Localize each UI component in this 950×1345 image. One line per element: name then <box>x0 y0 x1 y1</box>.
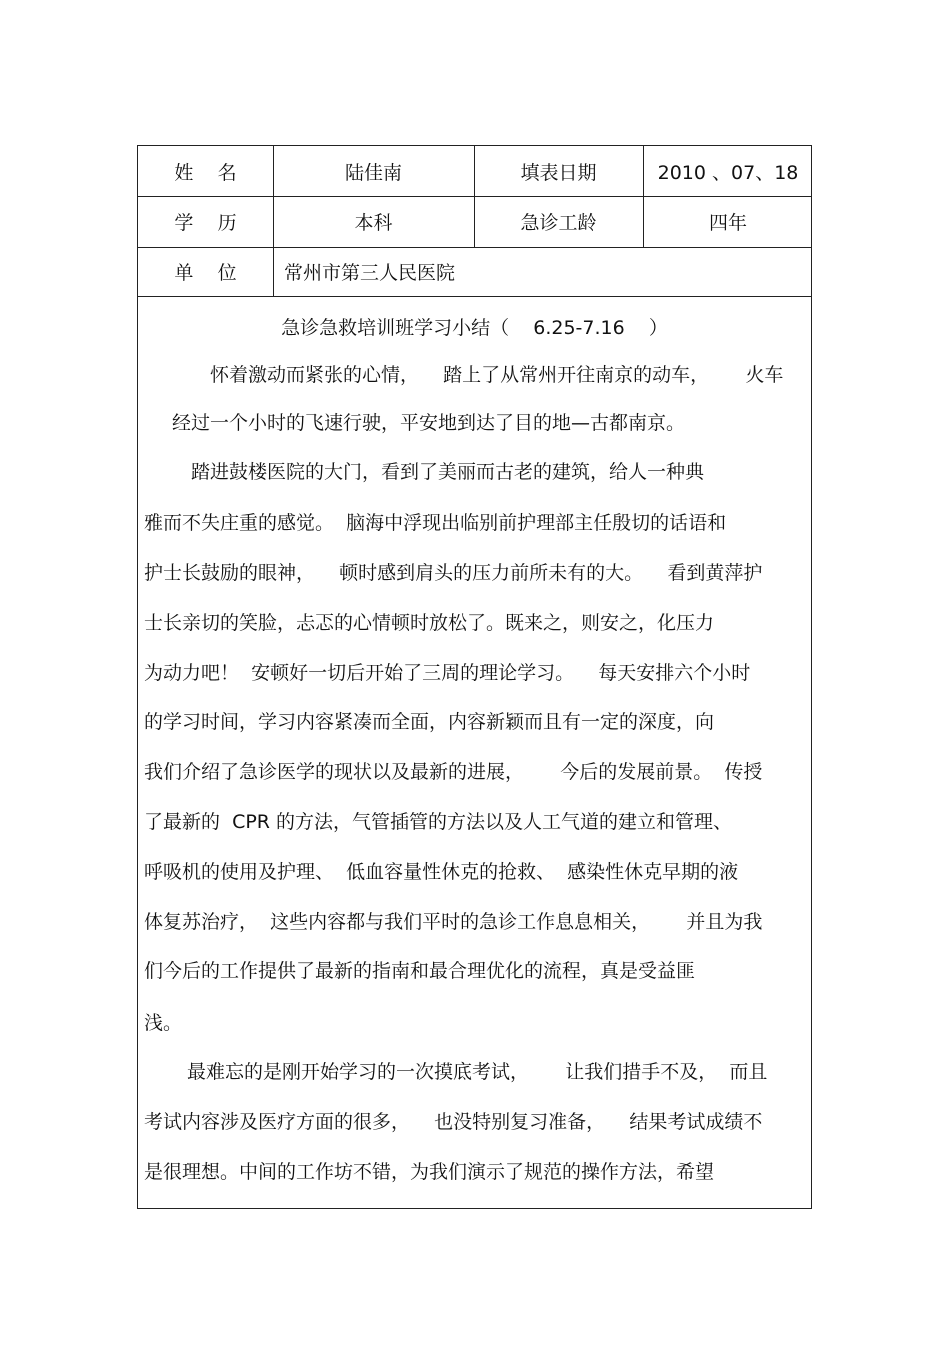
summary-title: 急诊急救培训班学习小结（ 6.25-7.16 ） <box>281 317 668 339</box>
education-label: 学 历 <box>174 212 237 234</box>
summary-line: 踏进鼓楼医院的大门，看到了美丽而古老的建筑，给人一种典 <box>191 461 705 483</box>
summary-line: 士长亲切的笑脸，忐忑的心情顿时放松了。既来之，则安之，化压力 <box>144 612 715 634</box>
name-value: 陆佳南 <box>344 161 402 184</box>
summary-line: 我们介绍了急诊医学的现状以及最新的进展， 今后的发展前景。 传授 <box>144 761 763 783</box>
summary-form <box>137 145 812 1209</box>
summary-line: 们今后的工作提供了最新的指南和最合理优化的流程，真是受益匪 <box>144 960 696 982</box>
fill-date-label: 填表日期 <box>520 161 597 184</box>
unit-value: 常州市第三人民医院 <box>284 262 456 284</box>
fill-date-value: 2010 、07、18 <box>657 161 799 184</box>
education-value: 本科 <box>354 212 393 234</box>
summary-line: 怀着激动而紧张的心情， 踏上了从常州开往南京的动车， 火车 <box>210 364 784 386</box>
summary-line: 经过一个小时的飞速行驶，平安地到达了目的地—古都南京。 <box>172 412 686 434</box>
unit-label: 单 位 <box>174 262 237 284</box>
summary-line: 体复苏治疗， 这些内容都与我们平时的急诊工作息息相关， 并且为我 <box>144 911 763 933</box>
summary-line: 是很理想。中间的工作坊不错，为我们演示了规范的操作方法，希望 <box>144 1161 715 1183</box>
summary-line: 考试内容涉及医疗方面的很多， 也没特别复习准备， 结果考试成绩不 <box>144 1111 763 1133</box>
summary-line: 了最新的 CPR 的方法，气管插管的方法以及人工气道的建立和管理、 <box>144 811 733 833</box>
summary-line: 浅。 <box>144 1012 183 1034</box>
row-divider <box>138 296 811 297</box>
summary-line: 为动力吧！ 安顿好一切后开始了三周的理论学习。 每天安排六个小时 <box>144 662 751 684</box>
name-label: 姓 名 <box>174 161 237 184</box>
emergency-years-value: 四年 <box>708 212 747 234</box>
summary-line: 最难忘的是刚开始学习的一次摸底考试， 让我们措手不及， 而且 <box>187 1061 768 1083</box>
summary-line: 的学习时间，学习内容紧凑而全面，内容新颖而且有一定的深度，向 <box>144 711 715 733</box>
summary-line: 护士长鼓励的眼神， 顿时感到肩头的压力前所未有的大。 看到黄萍护 <box>144 562 763 584</box>
summary-line: 雅而不失庄重的感觉。 脑海中浮现出临别前护理部主任殷切的话语和 <box>144 512 727 534</box>
summary-line: 呼吸机的使用及护理、 低血容量性休克的抢救、 感染性休克早期的液 <box>144 861 739 883</box>
emergency-years-label: 急诊工龄 <box>520 212 597 234</box>
